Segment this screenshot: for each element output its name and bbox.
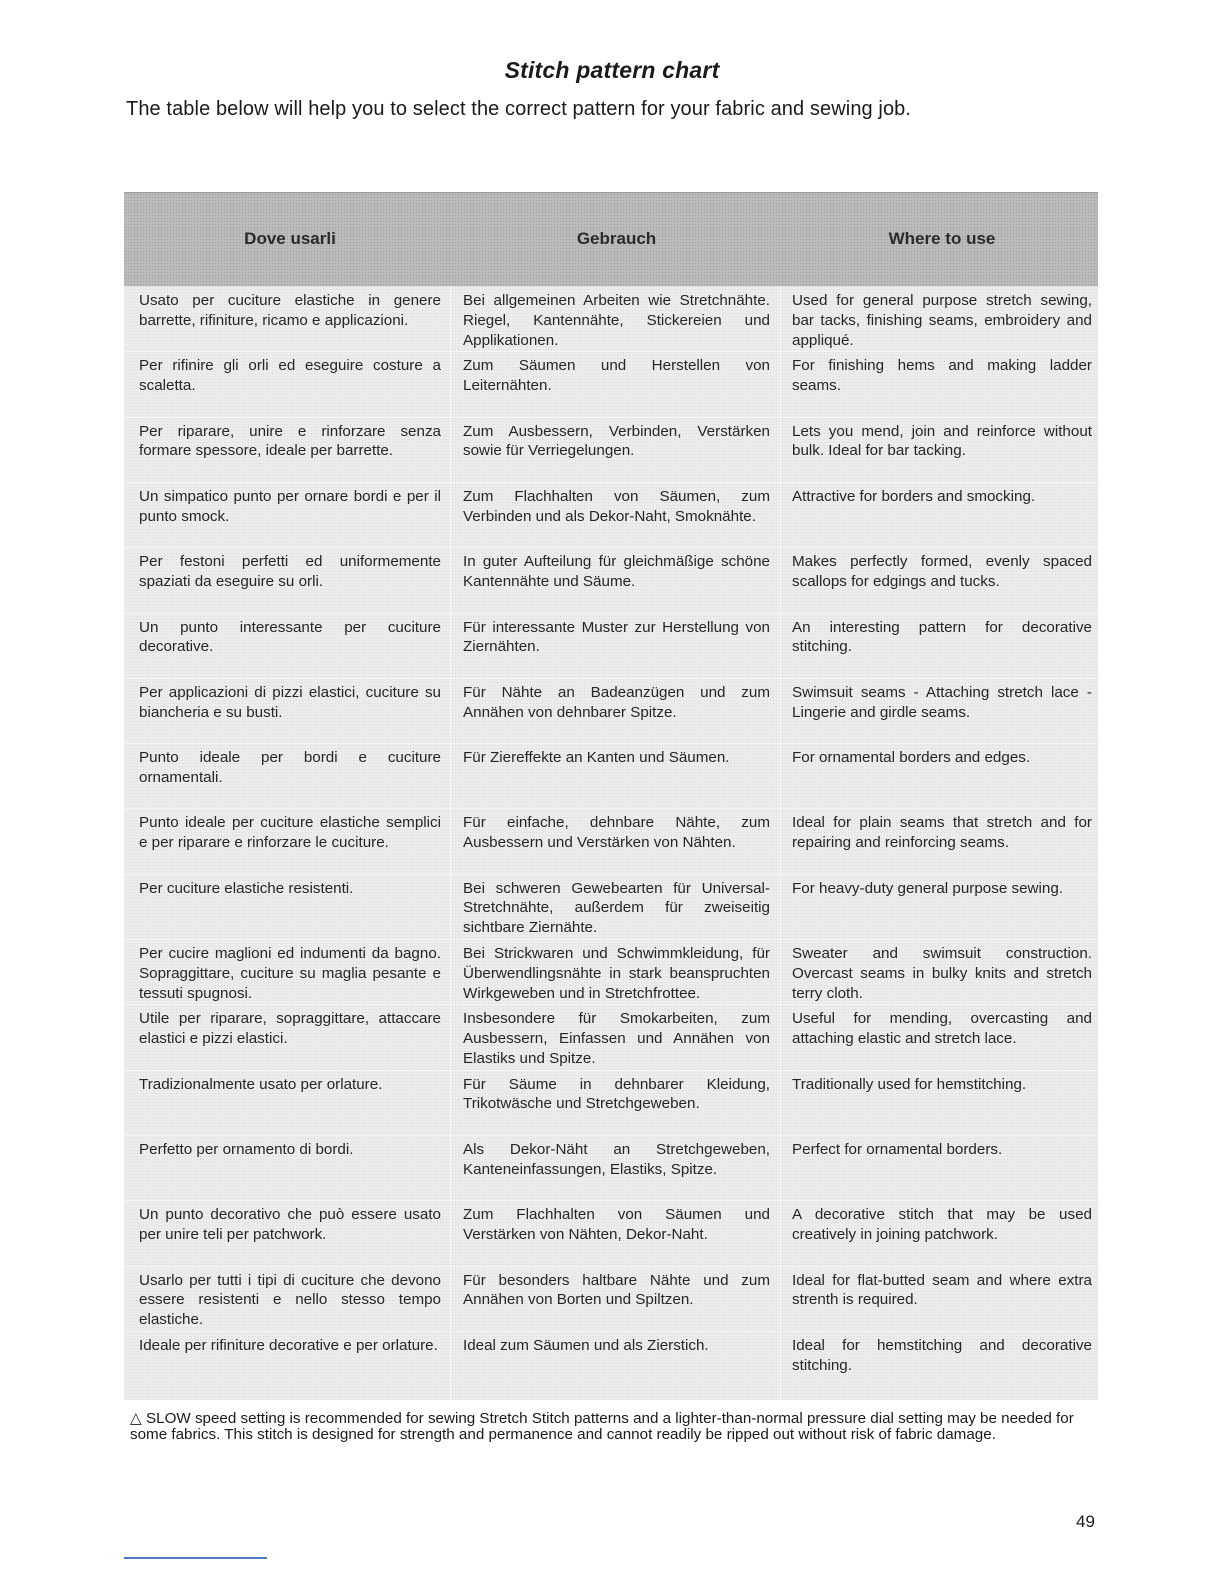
cell-english: Ideal for hemstitching and decorative stitching. — [792, 1336, 1092, 1374]
cell-german: Bei allgemeinen Arbeiten wie Stretchnähte. Riegel, Kantennähte, Stickereien und Applikationen. — [463, 292, 770, 349]
table-row — [124, 939, 1098, 1005]
cell-german: Bei schweren Gewebearten für Universal- Stretchnähte, außerdem für zweiseitig sichtbare Ziernähte. — [463, 879, 770, 937]
table-row — [124, 874, 1098, 940]
cell-german: Zum Säumen und Herstellen von Leiternähten. — [463, 357, 770, 395]
page-number: 49 — [1076, 1512, 1095, 1531]
cell-italian: Per cuciture elastiche resistenti. — [139, 879, 354, 897]
cell-german: Zum Ausbessern, Verbinden, Verstärken sowie für Verriegelungen. — [463, 422, 770, 460]
cell-italian: Tradizionalmente usato per orlature. — [139, 1075, 383, 1093]
cell-italian: Ideale per rifiniture decorative e per orlature. — [139, 1336, 438, 1354]
cell-english: A decorative stitch that may be used creatively in joining patchwork. — [792, 1206, 1092, 1243]
cell-english: Swimsuit seams - Attaching stretch lace - Lingerie and girdle seams. — [792, 683, 1092, 721]
cell-german: Zum Flachhalten von Säumen, zum Verbinden und als Dekor-Naht, Smoknähte. — [463, 487, 770, 525]
cell-english: For heavy-duty general purpose sewing. — [792, 879, 1063, 897]
table-row — [124, 1200, 1098, 1266]
cell-italian: Un punto decorativo che può essere usato per unire teli per patchwork. — [139, 1206, 441, 1243]
cell-italian: Un simpatico punto per ornare bordi e per il punto smock. — [139, 487, 441, 525]
table-row — [124, 482, 1098, 548]
table-row — [124, 286, 1098, 352]
cell-german: Zum Flachhalten von Säumen und Verstärken von Nähten, Dekor-Naht. — [463, 1206, 770, 1243]
table-row — [124, 743, 1098, 809]
cell-italian: Usato per cuciture elastiche in genere barrette, rifiniture, ricamo e applicazioni. — [139, 292, 441, 329]
table-row — [124, 351, 1098, 417]
cell-english: Useful for mending, overcasting and attaching elastic and stretch lace. — [792, 1010, 1092, 1048]
table-row — [124, 678, 1098, 744]
cell-english: Traditionally used for hemstitching. — [792, 1075, 1027, 1093]
cell-german: Für Säume in dehnbarer Kleidung, Trikotwäsche und Stretchgeweben. — [463, 1075, 770, 1113]
triangle-icon: △ — [130, 1410, 142, 1427]
footer-rule — [124, 1557, 267, 1559]
page-subtitle: The table below will help you to select the correct pattern for your fabric and sewing job. — [126, 98, 912, 120]
cell-german: Insbesondere für Smokarbeiten, zum Ausbessern, Einfassen und Annähen von Elastiks und Spitze. — [463, 1010, 770, 1067]
table-row — [124, 417, 1098, 483]
cell-italian: Per rifinire gli orli ed eseguire costure a scaletta. — [139, 357, 441, 395]
table-header — [124, 192, 1098, 287]
cell-italian: Per festoni perfetti ed uniformemente spaziati da eseguire su orli. — [139, 553, 441, 590]
cell-english: Lets you mend, join and reinforce without bulk. Ideal for bar tacking. — [792, 422, 1092, 460]
footnote-text: SLOW speed setting is recommended for sewing Stretch Stitch patterns and a lighter-than-normal pressure dial setting may be needed for some fabrics. This stitch is designed for strength and permanence and cannot readily be ripped out without risk of fabric damage. — [130, 1410, 1074, 1443]
cell-english: Sweater and swimsuit construction. Overcast seams in bulky knits and stretch terry cloth. — [792, 945, 1092, 1002]
cell-english: Ideal for flat-butted seam and where extra strenth is required. — [792, 1271, 1092, 1309]
cell-english: Perfect for ornamental borders. — [792, 1140, 1003, 1158]
cell-english: An interesting pattern for decorative stitching. — [792, 618, 1092, 656]
header-italian: Dove usarli — [244, 229, 336, 248]
cell-italian: Per cucire maglioni ed indumenti da bagno. Sopraggittare, cuciture su maglia pesante e tessuti spugnosi. — [139, 945, 441, 1002]
cell-italian: Perfetto per ornamento di bordi. — [139, 1140, 354, 1158]
table-row — [124, 1070, 1098, 1136]
cell-german: Für Ziereffekte an Kanten und Säumen. — [463, 749, 730, 767]
cell-german: Bei Strickwaren und Schwimmkleidung, für Überwendlingsnähte in stark beanspruchten Wirkgeweben und in Stretchfrottee. — [463, 945, 770, 1002]
cell-italian: Punto ideale per cuciture elastiche semplici e per riparare e rinforzare le cuciture. — [139, 814, 441, 852]
cell-english: For finishing hems and making ladder seams. — [792, 357, 1092, 395]
table-row — [124, 808, 1098, 874]
stitch-pattern-table — [124, 192, 1098, 1400]
cell-german: Für einfache, dehnbare Nähte, zum Ausbessern und Verstärken von Nähten. — [463, 814, 770, 852]
cell-english: For ornamental borders and edges. — [792, 749, 1031, 767]
table-row — [124, 1331, 1098, 1397]
header-german: Gebrauch — [576, 229, 657, 248]
cell-german: Ideal zum Säumen und als Zierstich. — [463, 1336, 709, 1354]
cell-italian: Per applicazioni di pizzi elastici, cuciture su biancheria e su busti. — [139, 683, 441, 721]
cell-italian: Utile per riparare, sopraggittare, attaccare elastici e pizzi elastici. — [139, 1010, 441, 1048]
table-row — [124, 1004, 1098, 1070]
table-row — [124, 1266, 1098, 1332]
cell-german: Für Nähte an Badeanzügen und zum Annähen von dehnbarer Spitze. — [463, 683, 770, 721]
cell-italian: Un punto interessante per cuciture decorative. — [139, 618, 441, 656]
cell-english: Ideal for plain seams that stretch and for repairing and reinforcing seams. — [792, 814, 1092, 852]
footnote — [130, 1411, 1112, 1443]
cell-german: Für besonders haltbare Nähte und zum Annähen von Borten und Spiltzen. — [463, 1271, 770, 1309]
cell-german: Als Dekor-Näht an Stretchgeweben, Kanteneinfassungen, Elastiks, Spitze. — [463, 1140, 770, 1178]
cell-italian: Per riparare, unire e rinforzare senza formare spessore, ideale per barrette. — [139, 422, 441, 460]
cell-german: Für interessante Muster zur Herstellung von Ziernähten. — [463, 618, 770, 656]
table-row — [124, 613, 1098, 679]
table-row — [124, 1135, 1098, 1201]
page-title: Stitch pattern chart — [504, 57, 720, 83]
table-row — [124, 547, 1098, 613]
cell-english: Used for general purpose stretch sewing, bar tacks, finishing seams, embroidery and appliqué. — [792, 292, 1092, 349]
cell-italian: Usarlo per tutti i tipi di cuciture che devono essere resistenti e nello stesso tempo elastiche. — [139, 1271, 441, 1329]
cell-english: Makes perfectly formed, evenly spaced scallops for edgings and tucks. — [792, 553, 1092, 590]
header-english: Where to use — [888, 229, 996, 248]
cell-german: In guter Aufteilung für gleichmäßige schöne Kantennähte und Säume. — [463, 553, 770, 590]
cell-italian: Punto ideale per bordi e cuciture ornamentali. — [139, 749, 441, 786]
cell-english: Attractive for borders and smocking. — [792, 487, 1036, 505]
